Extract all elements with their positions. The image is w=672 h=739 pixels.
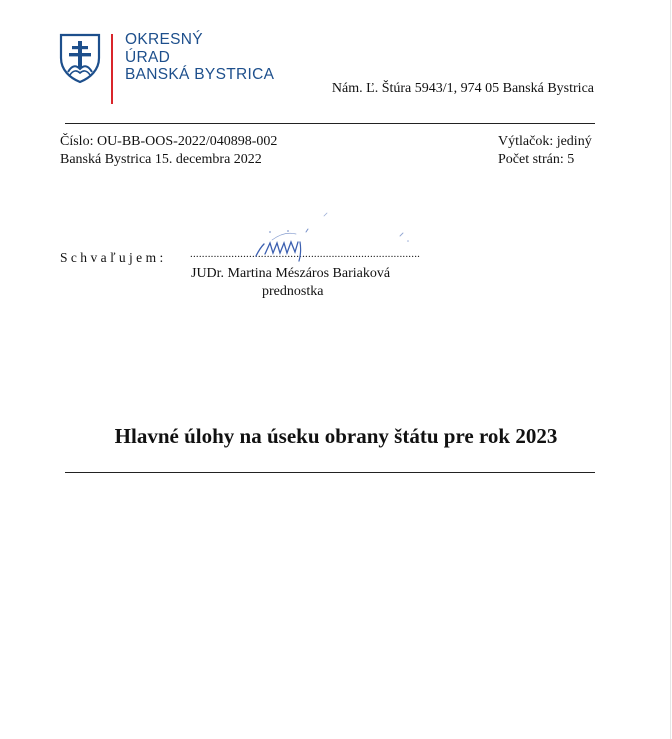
document-title: Hlavné úlohy na úseku obrany štátu pre rok 2023	[114, 424, 558, 448]
organization-line-2: ÚRAD	[125, 48, 171, 66]
signer-name: JUDr. Martina Mészáros Bariaková	[191, 266, 391, 281]
page-count: Počet strán: 5	[498, 152, 575, 167]
signer-role: prednostka	[262, 284, 324, 299]
approval-label: Schvaľujem:	[60, 250, 167, 265]
office-address: Nám. Ľ. Štúra 5943/1, 974 05 Banská Bystrica	[331, 81, 594, 96]
logo-divider	[111, 34, 113, 104]
header-divider	[65, 123, 595, 124]
document-meta-left	[60, 133, 277, 169]
organization-line-3: BANSKÁ BYSTRICA	[125, 66, 275, 83]
copy-count: Výtlačok: jediný	[498, 134, 592, 149]
handwritten-signature	[250, 212, 430, 270]
coat-of-arms-icon	[58, 32, 102, 84]
document-number: Číslo: OU-BB-OOS-2022/040898-002	[60, 134, 278, 149]
organization-name	[125, 31, 274, 84]
document-meta-right	[498, 133, 592, 169]
place-and-date: Banská Bystrica 15. decembra 2022	[60, 152, 262, 167]
signature-line: ..............................................................................	[190, 248, 421, 260]
organization-line-1: OKRESNÝ	[125, 31, 203, 48]
title-divider	[65, 472, 595, 473]
